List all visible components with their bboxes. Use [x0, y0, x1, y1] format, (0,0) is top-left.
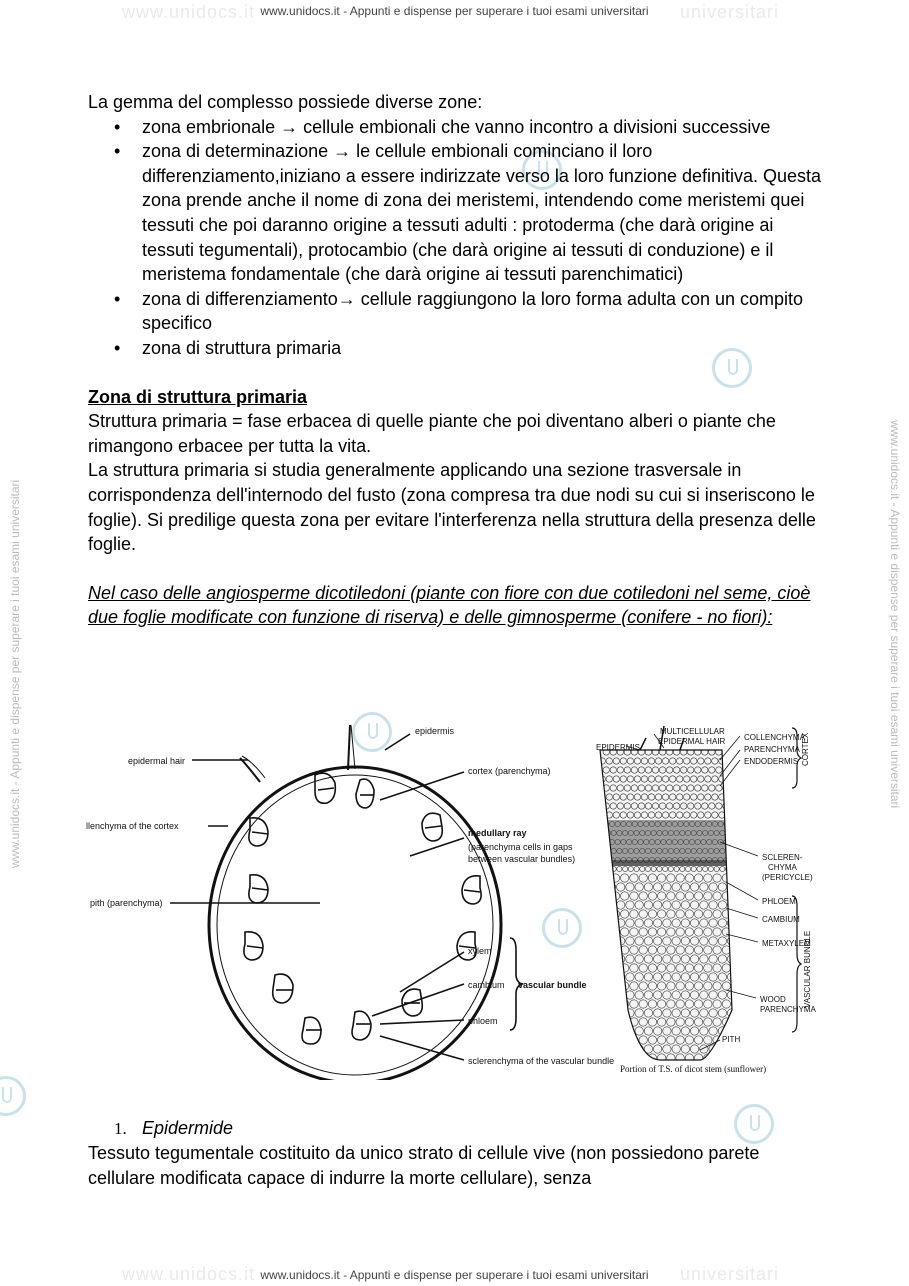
tissue-cell	[737, 866, 742, 871]
label-xylem: xylem	[468, 946, 492, 956]
watermark-ghost-top-right: universitari	[680, 2, 780, 22]
tissue-cell	[727, 1027, 735, 1035]
tissue-cell	[737, 785, 743, 791]
tissue-cell	[733, 812, 739, 818]
tissue-cell	[605, 848, 610, 853]
label-chyma: CHYMA	[768, 863, 797, 872]
tissue-cell	[729, 821, 734, 826]
tissue-cell	[639, 1054, 647, 1062]
section-title: Epidermide	[142, 1118, 234, 1138]
unidocs-logo-icon	[0, 1076, 26, 1116]
tissue-cell	[737, 830, 742, 835]
watermark-top: www.unidocs.it - Appunti e dispense per superare i tuoi esami universitari	[260, 4, 649, 18]
tissue-cell	[730, 785, 736, 791]
tissue-cell	[598, 937, 606, 945]
tissue-cell	[598, 919, 606, 927]
stem-diagram	[80, 720, 820, 1080]
watermark-bottom: www.unidocs.it - Appunti e dispense per superare i tuoi esami universitari	[260, 1268, 649, 1282]
tissue-cell	[602, 910, 610, 918]
label-epidermis: epidermis	[415, 726, 455, 736]
tissue-cell	[598, 1009, 606, 1017]
label-vascular-bundle-right: VASCULAR BUNDLE	[803, 930, 812, 1008]
tissue-cell	[602, 874, 610, 882]
tissue-cell	[607, 991, 615, 999]
section-text: Tessuto tegumentale costituito da unico strato di cellule vive (non possiedono parete cellulare modificata capace di indurre la morte cellulare), senza	[88, 1143, 760, 1188]
document-body	[88, 90, 828, 630]
tissue-cell	[602, 982, 610, 990]
tissue-cell	[607, 1045, 615, 1053]
tissue-cell	[599, 812, 605, 818]
italic-heading: Nel caso delle angiosperme dicotiledoni (piante con fiore con due cotiledoni nel seme, cioè due foglie modificate con funzione di riserva) e delle gimnosperme (conifere - no fiori):	[88, 582, 811, 628]
tissue-cell	[598, 883, 606, 891]
tissue-cell	[726, 812, 732, 818]
tissue-cell	[733, 794, 739, 800]
label-sclerenchyma: sclerenchyma of the vascular bundle	[468, 1056, 615, 1066]
tissue-cell	[713, 1054, 721, 1062]
intro-paragraph: La gemma del complesso possiede diverse zone:	[88, 92, 483, 112]
tissue-wedge	[590, 740, 750, 1070]
tissue-cell	[729, 839, 734, 844]
tissue-cell	[731, 1054, 739, 1062]
label-cortex: cortex (parenchyma)	[468, 766, 551, 776]
tissue-cell	[621, 1036, 629, 1044]
figure-caption: Portion of T.S. of dicot stem (sunflower)	[620, 1064, 767, 1074]
list-item: • zona di struttura primaria	[88, 336, 828, 361]
tissue-cell	[731, 866, 736, 871]
tissue-cell	[600, 830, 605, 835]
tissue-cell	[598, 973, 606, 981]
label-wood-parenchyma: PARENCHYMA	[760, 1005, 816, 1014]
tissue-cell	[607, 973, 615, 981]
zones-list	[88, 115, 828, 361]
tissue-cell	[730, 803, 736, 809]
watermark-side-left: www.unidocs.it - Appunti e dispense per superare i tuoi esami universitari	[8, 479, 22, 868]
tissue-cell	[598, 1045, 606, 1053]
label-medullary-ray: medullary ray	[468, 828, 527, 838]
list-item: • zona di determinazione → le cellule embionali cominciano il loro differenziamento,iniziano a essere indirizzate verso la loro funzione definitiva. Questa zona prende anche il nome di zona dei meristemi, intendendo come meristemi quei tessuti che poi daranno origine a tessuti adulti : protoderma (che darà origine ai tessuti tegumentali), protocambio (che darà origine ai tessuti di conduzione) e il meristema fondamentale (che darà origine ai tessuti parenchimatici)	[88, 139, 828, 287]
tissue-cell	[605, 866, 610, 871]
tissue-cell	[621, 1018, 629, 1026]
tissue-cell	[718, 1045, 726, 1053]
tissue-cell	[725, 830, 730, 835]
tissue-cell	[602, 928, 610, 936]
label-collenchyma-right: COLLENCHYMA	[744, 733, 805, 742]
label-cortex-right: CORTEX	[801, 732, 810, 766]
tissue-cell	[600, 866, 605, 871]
tissue-cell	[621, 1054, 629, 1062]
label-medullary-note-1: (parenchyma cells in gaps	[468, 842, 573, 852]
label-endodermis-right: ENDODERMIS	[744, 757, 799, 766]
sunflower-stem-section	[590, 726, 817, 1074]
tissue-cell	[611, 928, 619, 936]
section-paragraph-1: Struttura primaria = fase erbacea di quelle piante che poi diventano alberi o piante che rimangono erbacee per tutta la vita.	[88, 411, 776, 456]
tissue-cell	[630, 1054, 638, 1062]
tissue-cell	[617, 1027, 625, 1035]
tissue-cell	[735, 857, 740, 862]
label-pericycle: (PERICYCLE)	[762, 873, 813, 882]
tissue-cell	[735, 839, 740, 844]
tissue-cell	[731, 830, 736, 835]
tissue-cell	[611, 982, 619, 990]
tissue-cell	[617, 1009, 625, 1017]
tissue-cell	[604, 857, 609, 862]
tissue-cell	[600, 848, 605, 853]
watermark-side-right: www.unidocs.it - Appunti e dispense per superare i tuoi esami universitari	[888, 420, 902, 809]
label-medullary-note-2: between vascular bundles)	[468, 854, 576, 864]
label-parenchyma-right: PARENCHYMA	[744, 745, 800, 754]
tissue-cell	[726, 794, 732, 800]
label-scleren: SCLEREN-	[762, 853, 803, 862]
tissue-cell	[731, 1018, 739, 1026]
tissue-cell	[731, 946, 739, 954]
label-vascular-bundle: vascular bundle	[518, 980, 587, 990]
watermark-ghost-top-left: www.unidocs.it	[122, 2, 256, 22]
tissue-cell	[635, 1045, 643, 1053]
label-phloem: phloem	[468, 1016, 498, 1026]
tissue-cell	[604, 839, 609, 844]
tissue-cell	[737, 749, 743, 755]
label-collenchyma: llenchyma of the cortex	[86, 821, 179, 831]
tissue-cell	[611, 964, 619, 972]
tissue-cell	[731, 982, 739, 990]
tissue-cell	[611, 1018, 619, 1026]
tissue-cell	[602, 892, 610, 900]
tissue-cell	[733, 776, 739, 782]
tissue-cell	[722, 1054, 730, 1062]
tissue-cell	[731, 964, 739, 972]
label-multicellular: MULTICELLULAR	[660, 727, 725, 736]
watermark-ghost-bottom-left: www.unidocs.it	[122, 1264, 256, 1284]
label-cambium-right: CAMBIUM	[762, 915, 800, 924]
list-item: • zona embrionale → cellule embionali che vanno incontro a divisioni successive	[88, 115, 828, 140]
tissue-cell	[602, 946, 610, 954]
tissue-cell	[602, 1018, 610, 1026]
tissue-cell	[607, 955, 615, 963]
tissue-cell	[598, 1027, 606, 1035]
tissue-cell	[729, 857, 734, 862]
label-pith: pith (parenchyma)	[90, 898, 163, 908]
tissue-cell	[617, 991, 625, 999]
tissue-cell	[611, 946, 619, 954]
tissue-cell	[607, 919, 615, 927]
tissue-cell	[737, 767, 743, 773]
tissue-cell	[602, 1036, 610, 1044]
tissue-cell	[731, 848, 736, 853]
tissue-cell	[735, 821, 740, 826]
tissue-cell	[607, 901, 615, 909]
tissue-cell	[598, 901, 606, 909]
label-wood: WOOD	[760, 995, 786, 1004]
section-heading: Zona di struttura primaria	[88, 386, 308, 407]
tissue-cell	[611, 1000, 619, 1008]
tissue-cell	[731, 1000, 739, 1008]
tissue-cell	[626, 1045, 634, 1053]
stem-cross-section	[86, 725, 614, 1080]
tissue-cell	[607, 1009, 615, 1017]
list-item: • zona di differenziamento→ cellule raggiungono la loro forma adulta con un compito specifico	[88, 287, 828, 336]
tissue-cell	[598, 955, 606, 963]
tissue-cell	[607, 1027, 615, 1035]
tissue-cell	[607, 937, 615, 945]
label-pith-right: PITH	[722, 1035, 741, 1044]
tissue-cell	[598, 991, 606, 999]
tissue-cell	[731, 874, 739, 882]
label-phloem-right: PHLOEM	[762, 897, 796, 906]
label-metaxylem: METAXYLEM	[762, 939, 811, 948]
tissue-cell	[731, 892, 739, 900]
tissue-cell	[611, 1036, 619, 1044]
label-epidermal-hair-right: EPIDERMAL HAIR	[658, 737, 726, 746]
label-cambium: cambium	[468, 980, 505, 990]
section-epidermide	[88, 1116, 828, 1191]
tissue-cell	[617, 1045, 625, 1053]
tissue-cell	[731, 928, 739, 936]
label-epidermis-right: EPIDERMIS	[596, 743, 641, 752]
label-epidermal-hair: epidermal hair	[128, 756, 186, 766]
section-paragraph-2: La struttura primaria si studia generalmente applicando una sezione trasversale in corrispondenza dell'internodo del fusto (zona compresa tra due nodi su cui si inseriscono le foglie). Si predilige questa zona per evitare l'interferenza nella struttura della presenza delle foglie.	[88, 460, 816, 555]
tissue-cell	[730, 749, 736, 755]
watermark-ghost-bottom-right: universitari	[680, 1264, 780, 1284]
section-number: 1.	[114, 1119, 127, 1138]
tissue-cell	[602, 964, 610, 972]
tissue-cell	[737, 803, 743, 809]
tissue-cell	[602, 1000, 610, 1008]
stem-figure	[80, 720, 820, 1080]
tissue-cell	[727, 1045, 735, 1053]
